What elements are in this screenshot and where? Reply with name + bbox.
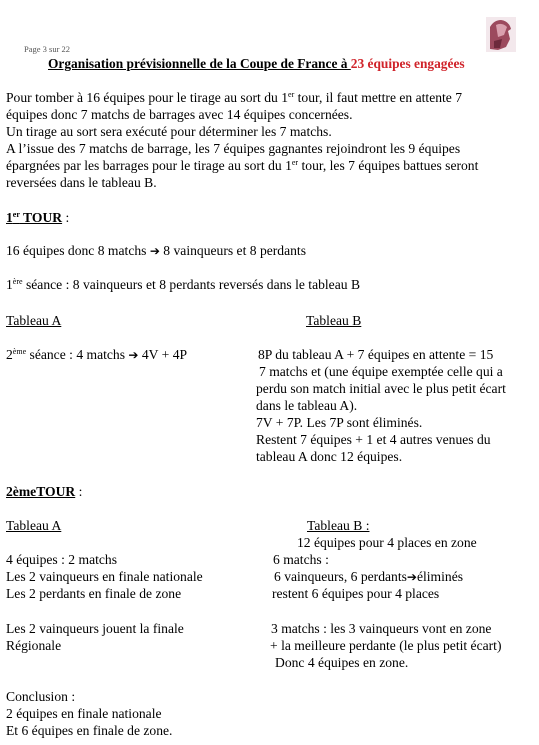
arrow-icon: ➔	[149, 244, 160, 258]
tour2-a-line-3: Les 2 perdants en finale de zone	[6, 586, 182, 601]
tour1-heading-b: TOUR	[19, 210, 63, 225]
seance2-c: 4V + 4P	[138, 347, 188, 362]
tour1-b-line-6: Restent 7 équipes + 1 et 4 autres venues du	[256, 432, 491, 447]
intro-line-4: A l’issue des 7 matchs de barrage, les 7 équipes gagnantes rejoindront les 9 équipes	[6, 141, 461, 156]
intro-line-5-a: épargnées par les barrages pour le tirage au sort du 1	[6, 158, 292, 173]
intro-line-6: reversées dans le tableau B.	[6, 175, 157, 190]
tour1-b-line-3: perdu son match initial avec le plus petit écart	[256, 381, 506, 396]
tour1-seance-1	[6, 276, 360, 293]
intro-line-5-b: tour, les 7 équipes battues seront	[298, 158, 479, 173]
tour1-b-line-5: 7V + 7P. Les 7P sont éliminés.	[256, 415, 423, 430]
tour2-tableau-a-heading: Tableau A	[6, 518, 62, 533]
arrow-icon: ➔	[406, 570, 417, 584]
seance1-a: 1	[6, 277, 13, 292]
tour2-a-final-2: Régionale	[6, 638, 62, 653]
tour1-summary-b: 8 vainqueurs et 8 perdants	[159, 243, 306, 258]
tour2-b-line-2	[274, 568, 463, 586]
intro-line-5	[6, 157, 478, 174]
tour2-a-line-2: Les 2 vainqueurs en finale nationale	[6, 569, 203, 584]
tour1-summary	[6, 242, 306, 260]
tour2-heading	[6, 483, 82, 500]
seance1-b: séance : 8 vainqueurs et 8 perdants reversés dans le tableau B	[22, 277, 361, 292]
tour1-heading-colon: :	[62, 210, 70, 225]
seance2-b: séance : 4 matchs	[26, 347, 129, 362]
seance2-a: 2	[6, 347, 13, 362]
page-number: Page 3 sur 22	[24, 44, 71, 54]
tour2-tableau-b-heading: Tableau B :	[307, 518, 370, 533]
tour1-b-line-7: tableau A donc 12 équipes.	[256, 449, 403, 464]
tour1-heading-sup: er	[12, 210, 20, 219]
intro-line-2: équipes donc 7 matchs de barrages avec 14 équipes concernées.	[6, 107, 353, 122]
conclusion-heading: Conclusion :	[6, 689, 76, 704]
tour1-heading-a: 1	[6, 210, 13, 225]
tour2-heading-colon: :	[75, 484, 83, 499]
tour2-b-line-1: 6 matchs :	[273, 552, 329, 567]
seance1-sup: ère	[12, 277, 23, 286]
tour1-summary-a: 16 équipes donc 8 matchs	[6, 243, 150, 258]
tour1-b-line-4: dans le tableau A).	[256, 398, 358, 413]
tour2-b-final-3: Donc 4 équipes en zone.	[275, 655, 409, 670]
conclusion-line-1: 2 équipes en finale nationale	[6, 706, 162, 721]
arrow-icon: ➔	[128, 348, 139, 362]
seance2-sup: ème	[12, 347, 27, 356]
tour1-seance-2	[6, 346, 187, 364]
intro-line-1	[6, 89, 462, 106]
tour1-b-line-1: 8P du tableau A + 7 équipes en attente = 15	[258, 347, 494, 362]
intro-line-3: Un tirage au sort sera exécuté pour déterminer les 7 matchs.	[6, 124, 332, 139]
tour2-b-line-3: restent 6 équipes pour 4 places	[272, 586, 440, 601]
intro-line-5-sup: er	[291, 158, 299, 167]
tour1-b-line-2: 7 matchs et (une équipe exemptée celle qui a	[259, 364, 503, 379]
federation-logo	[486, 17, 516, 52]
tour2-b-final-2: + la meilleure perdante (le plus petit écart)	[270, 638, 502, 653]
tour2-b-subheading: 12 équipes pour 4 places en zone	[297, 535, 477, 550]
title-highlight: 23 équipes engagées	[350, 56, 465, 71]
intro-line-1-sup: er	[288, 90, 295, 99]
tour2-heading-text: 2èmeTOUR	[6, 484, 76, 499]
title-main: Organisation prévisionnelle de la Coupe de France à	[48, 56, 351, 71]
intro-line-1-a: Pour tomber à 16 équipes pour le tirage au sort du 1	[6, 90, 289, 105]
tour2-a-final-1: Les 2 vainqueurs jouent la finale	[6, 621, 184, 636]
tour1-heading-text	[6, 210, 62, 225]
tour2-b-line-2-b: éliminés	[416, 569, 464, 584]
page-title	[48, 55, 465, 72]
tour2-b-line-2-a: 6 vainqueurs, 6 perdants	[274, 569, 407, 584]
intro-line-1-b: tour, il faut mettre en attente 7	[294, 90, 463, 105]
tour1-heading	[6, 209, 69, 226]
tour2-a-line-1: 4 équipes : 2 matchs	[6, 552, 117, 567]
tour1-tableau-b-heading: Tableau B	[306, 313, 362, 328]
conclusion-line-2: Et 6 équipes en finale de zone.	[6, 723, 173, 738]
tour2-b-final-1: 3 matchs : les 3 vainqueurs vont en zone	[271, 621, 492, 636]
tour1-tableau-a-heading: Tableau A	[6, 313, 62, 328]
